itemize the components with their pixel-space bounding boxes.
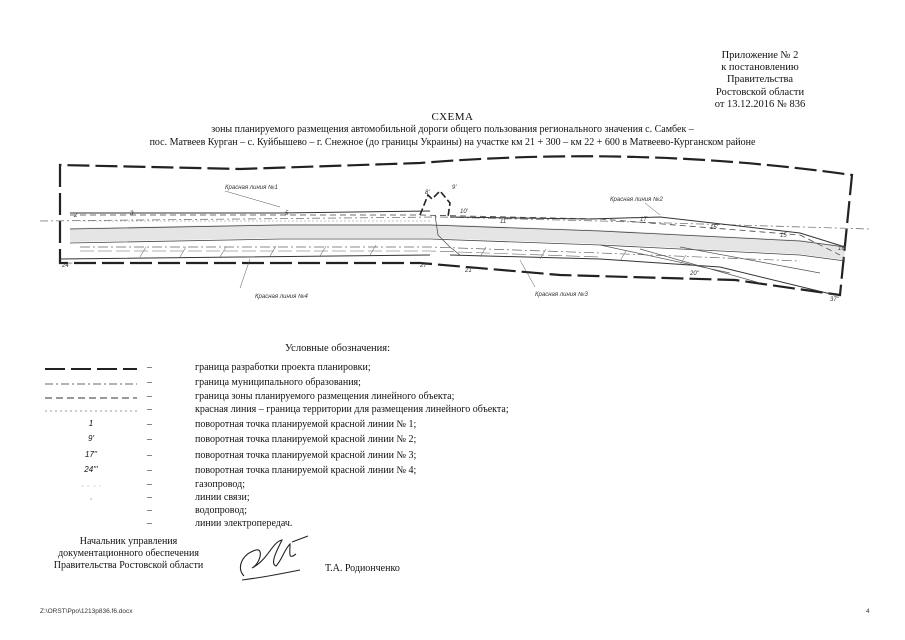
legend-item [45, 465, 645, 479]
svg-text:2: 2 [74, 213, 78, 219]
legend-dash: – [147, 377, 152, 388]
road-body [70, 231, 845, 253]
svg-text:5: 5 [285, 211, 289, 217]
svg-text:17': 17' [640, 217, 648, 223]
legend-dash: – [147, 505, 152, 516]
legend-dash: – [147, 465, 152, 476]
legend-text: линии электропередач. [195, 518, 293, 529]
svg-text:21'': 21'' [465, 268, 474, 274]
legend-text: линии связи; [195, 492, 250, 503]
signatory-line: Правительства Ростовской области [53, 560, 204, 571]
red-line-2-label: Красная линия №2 [610, 197, 663, 203]
legend-dash: – [147, 404, 152, 415]
svg-text:15': 15' [710, 225, 718, 231]
svg-text:24''': 24''' [62, 263, 73, 269]
red-line-4 [60, 255, 430, 259]
page-number: 4 [866, 608, 870, 615]
municipal-boundary-symbol [45, 377, 137, 391]
svg-text:10': 10' [460, 209, 468, 215]
legend-text: газопровод; [195, 479, 246, 490]
legend-text: поворотная точка планируемой красной линии № 1; [195, 419, 417, 430]
signatory-position [46, 536, 211, 572]
legend-item [45, 492, 645, 506]
handwritten-signature [230, 530, 315, 585]
legend-item [45, 362, 645, 376]
legend-text: поворотная точка планируемой красной линии № 4; [195, 465, 417, 476]
document-subtitle: зоны планируемого размещения автомобильной дороги общего пользования регионального значения с. Самбек – [211, 124, 694, 135]
turn-point-3-symbol: 17'' [85, 450, 97, 459]
legend-text: водопровод; [195, 505, 248, 516]
red-line-1 [70, 211, 430, 213]
red-line-symbol [45, 404, 137, 418]
signatory-line: документационного обеспечения [58, 548, 199, 559]
turn-point-1-symbol: 1 [88, 419, 94, 428]
legend-text: граница муниципального образования; [195, 377, 361, 388]
turn-point-4-symbol: 24''' [84, 465, 98, 474]
appendix-note [685, 50, 835, 111]
document-title: СХЕМА [431, 111, 474, 123]
legend-text: поворотная точка планируемой красной линии № 3; [195, 450, 417, 461]
power-line-symbol [45, 518, 137, 532]
appendix-line: Приложение № 2 [721, 50, 799, 61]
turn-point-2-symbol: 9' [88, 434, 94, 443]
svg-text:37'': 37'' [830, 297, 839, 303]
legend-item [45, 505, 645, 519]
appendix-line: к постановлению [721, 62, 799, 74]
legend-text: граница зоны планируемого размещения линейного объекта; [195, 391, 455, 402]
legend-item [45, 518, 645, 532]
legend-dash: – [147, 419, 152, 430]
legend-dash: – [147, 479, 152, 490]
legend-dash: – [147, 362, 152, 373]
red-line-4-label: Красная линия №4 [255, 294, 308, 300]
communication-line-symbol [45, 492, 137, 506]
appendix-line: Ростовской области [715, 86, 805, 98]
signatory-name: Т.А. Родионченко [325, 563, 400, 574]
planning-zone-symbol [45, 391, 137, 405]
file-path: Z:\ORST\Ppo\1213p836.f6.docx [40, 608, 133, 615]
red-line-3 [450, 255, 835, 295]
svg-text:15: 15 [780, 233, 787, 239]
legend-text: красная линия – граница территории для размещения линейного объекта; [195, 404, 509, 415]
document-subtitle: пос. Матвеев Курган – с. Куйбышево – г. Снежное (до границы Украины) на участке км 21 + 300 – км 22 + 600 в Матвеево-Курганском районе [149, 137, 756, 148]
appendix-line: от 13.12.2016 № 836 [714, 98, 806, 110]
project-boundary-symbol [45, 362, 137, 376]
legend-item [45, 434, 645, 448]
red-line-1-label: Красная линия №1 [225, 185, 278, 191]
legend-text: поворотная точка планируемой красной линии № 2; [195, 434, 417, 445]
svg-text:8': 8' [425, 190, 430, 196]
legend-text: граница разработки проекта планировки; [195, 362, 371, 373]
svg-text:3: 3 [130, 211, 134, 217]
legend-item [45, 419, 645, 433]
signatory-line: Начальник управления [79, 536, 178, 547]
svg-text:11': 11' [500, 219, 508, 225]
legend-item [45, 450, 645, 464]
svg-text:27''': 27''' [420, 263, 431, 269]
gas-pipeline-symbol [45, 479, 137, 493]
legend-dash: – [147, 492, 152, 503]
red-line-3-label: Красная линия №3 [535, 292, 588, 298]
legend-item [45, 391, 645, 405]
legend-dash: – [147, 434, 152, 445]
appendix-line: Правительства [726, 74, 794, 86]
legend-dash: – [147, 391, 152, 402]
legend-dash: – [147, 450, 152, 461]
legend-item [45, 377, 645, 391]
legend-item [45, 479, 645, 493]
water-pipeline-symbol [45, 505, 137, 519]
legend-item [45, 404, 645, 418]
svg-text:16': 16' [838, 246, 846, 252]
svg-text:20'': 20'' [690, 271, 699, 277]
legend-dash: – [147, 518, 152, 529]
svg-text:9': 9' [452, 185, 457, 191]
road-plan-drawing [40, 155, 880, 315]
legend-title: Условные обозначения: [285, 343, 391, 354]
